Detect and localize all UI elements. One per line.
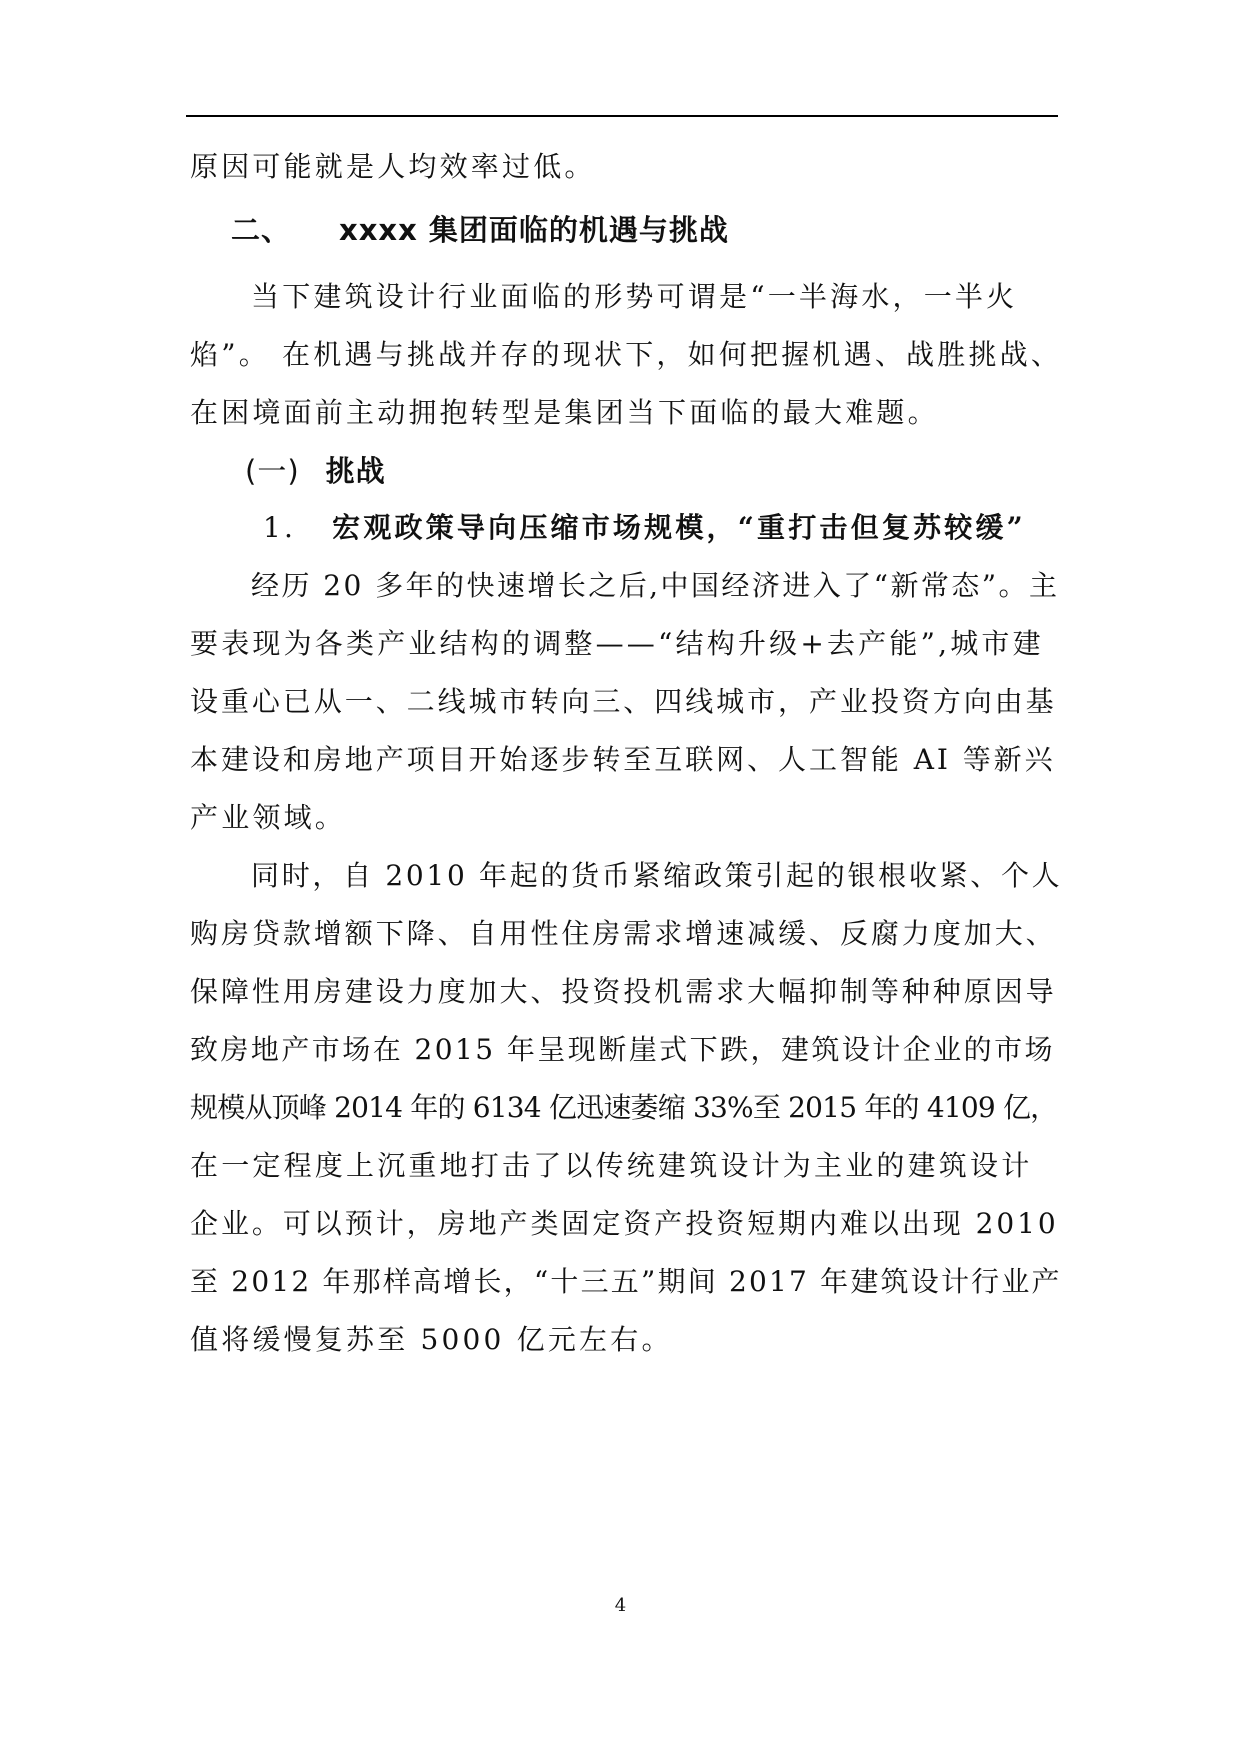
header-rule <box>186 115 1058 117</box>
paragraph-line: 保障性用房建设力度加大、投资投机需求大幅抑制等种种原因导 <box>190 975 1057 1008</box>
paragraph-line: 设重心已从一、二线城市转向三、四线城市，产业投资方向由基 <box>190 685 1057 718</box>
subsection-number: (一) <box>245 454 300 488</box>
paragraph-line: 同时，自 2010 年起的货币紧缩政策引起的银根收紧、个人 <box>251 859 1063 892</box>
item-heading <box>263 508 1026 548</box>
subsection-title: 挑战 <box>325 454 386 488</box>
subsection-heading <box>245 451 386 491</box>
paragraph-line: 规模从顶峰 2014 年的 6134 亿迅速萎缩 33%至 2015 年的 4109 亿， <box>190 1091 1058 1124</box>
paragraph-line: 在一定程度上沉重地打击了以传统建筑设计为主业的建筑设计 <box>190 1149 1033 1182</box>
section-number: 二、 <box>231 213 292 247</box>
paragraph-line: 焰”。 在机遇与挑战并存的现状下，如何把握机遇、战胜挑战、 <box>190 338 1063 371</box>
paragraph-line: 购房贷款增额下降、自用性住房需求增速减缓、反腐力度加大、 <box>190 917 1057 950</box>
paragraph-line: 企业。可以预计，房地产类固定资产投资短期内难以出现 2010 <box>190 1207 1059 1240</box>
paragraph-line: 至 2012 年那样高增长，“十三五”期间 2017 年建筑设计行业产 <box>190 1265 1062 1298</box>
item-number: 1. <box>263 511 297 544</box>
paragraph-line: 原因可能就是人均效率过低。 <box>190 150 596 183</box>
paragraph-line: 在困境面前主动拥抱转型是集团当下面临的最大难题。 <box>190 396 939 429</box>
section-title: xxxx 集团面临的机遇与挑战 <box>339 213 729 247</box>
paragraph-line: 本建设和房地产项目开始逐步转至互联网、人工智能 AI 等新兴 <box>190 743 1056 776</box>
paragraph-line: 要表现为各类产业结构的调整——“结构升级+去产能”,城市建 <box>190 627 1044 660</box>
paragraph-line: 经历 20 多年的快速增长之后,中国经济进入了“新常态”。主 <box>251 569 1060 602</box>
section-heading <box>231 210 729 250</box>
paragraph-line: 值将缓慢复苏至 5000 亿元左右。 <box>190 1323 673 1356</box>
paragraph-line: 产业领域。 <box>190 801 347 834</box>
item-title: 宏观政策导向压缩市场规模，“重打击但复苏较缓” <box>332 511 1026 544</box>
paragraph-line: 致房地产市场在 2015 年呈现断崖式下跌，建筑设计企业的市场 <box>190 1033 1056 1066</box>
page-number: 4 <box>614 1595 627 1616</box>
paragraph-line: 当下建筑设计行业面临的形势可谓是“一半海水，一半火 <box>251 280 1018 313</box>
